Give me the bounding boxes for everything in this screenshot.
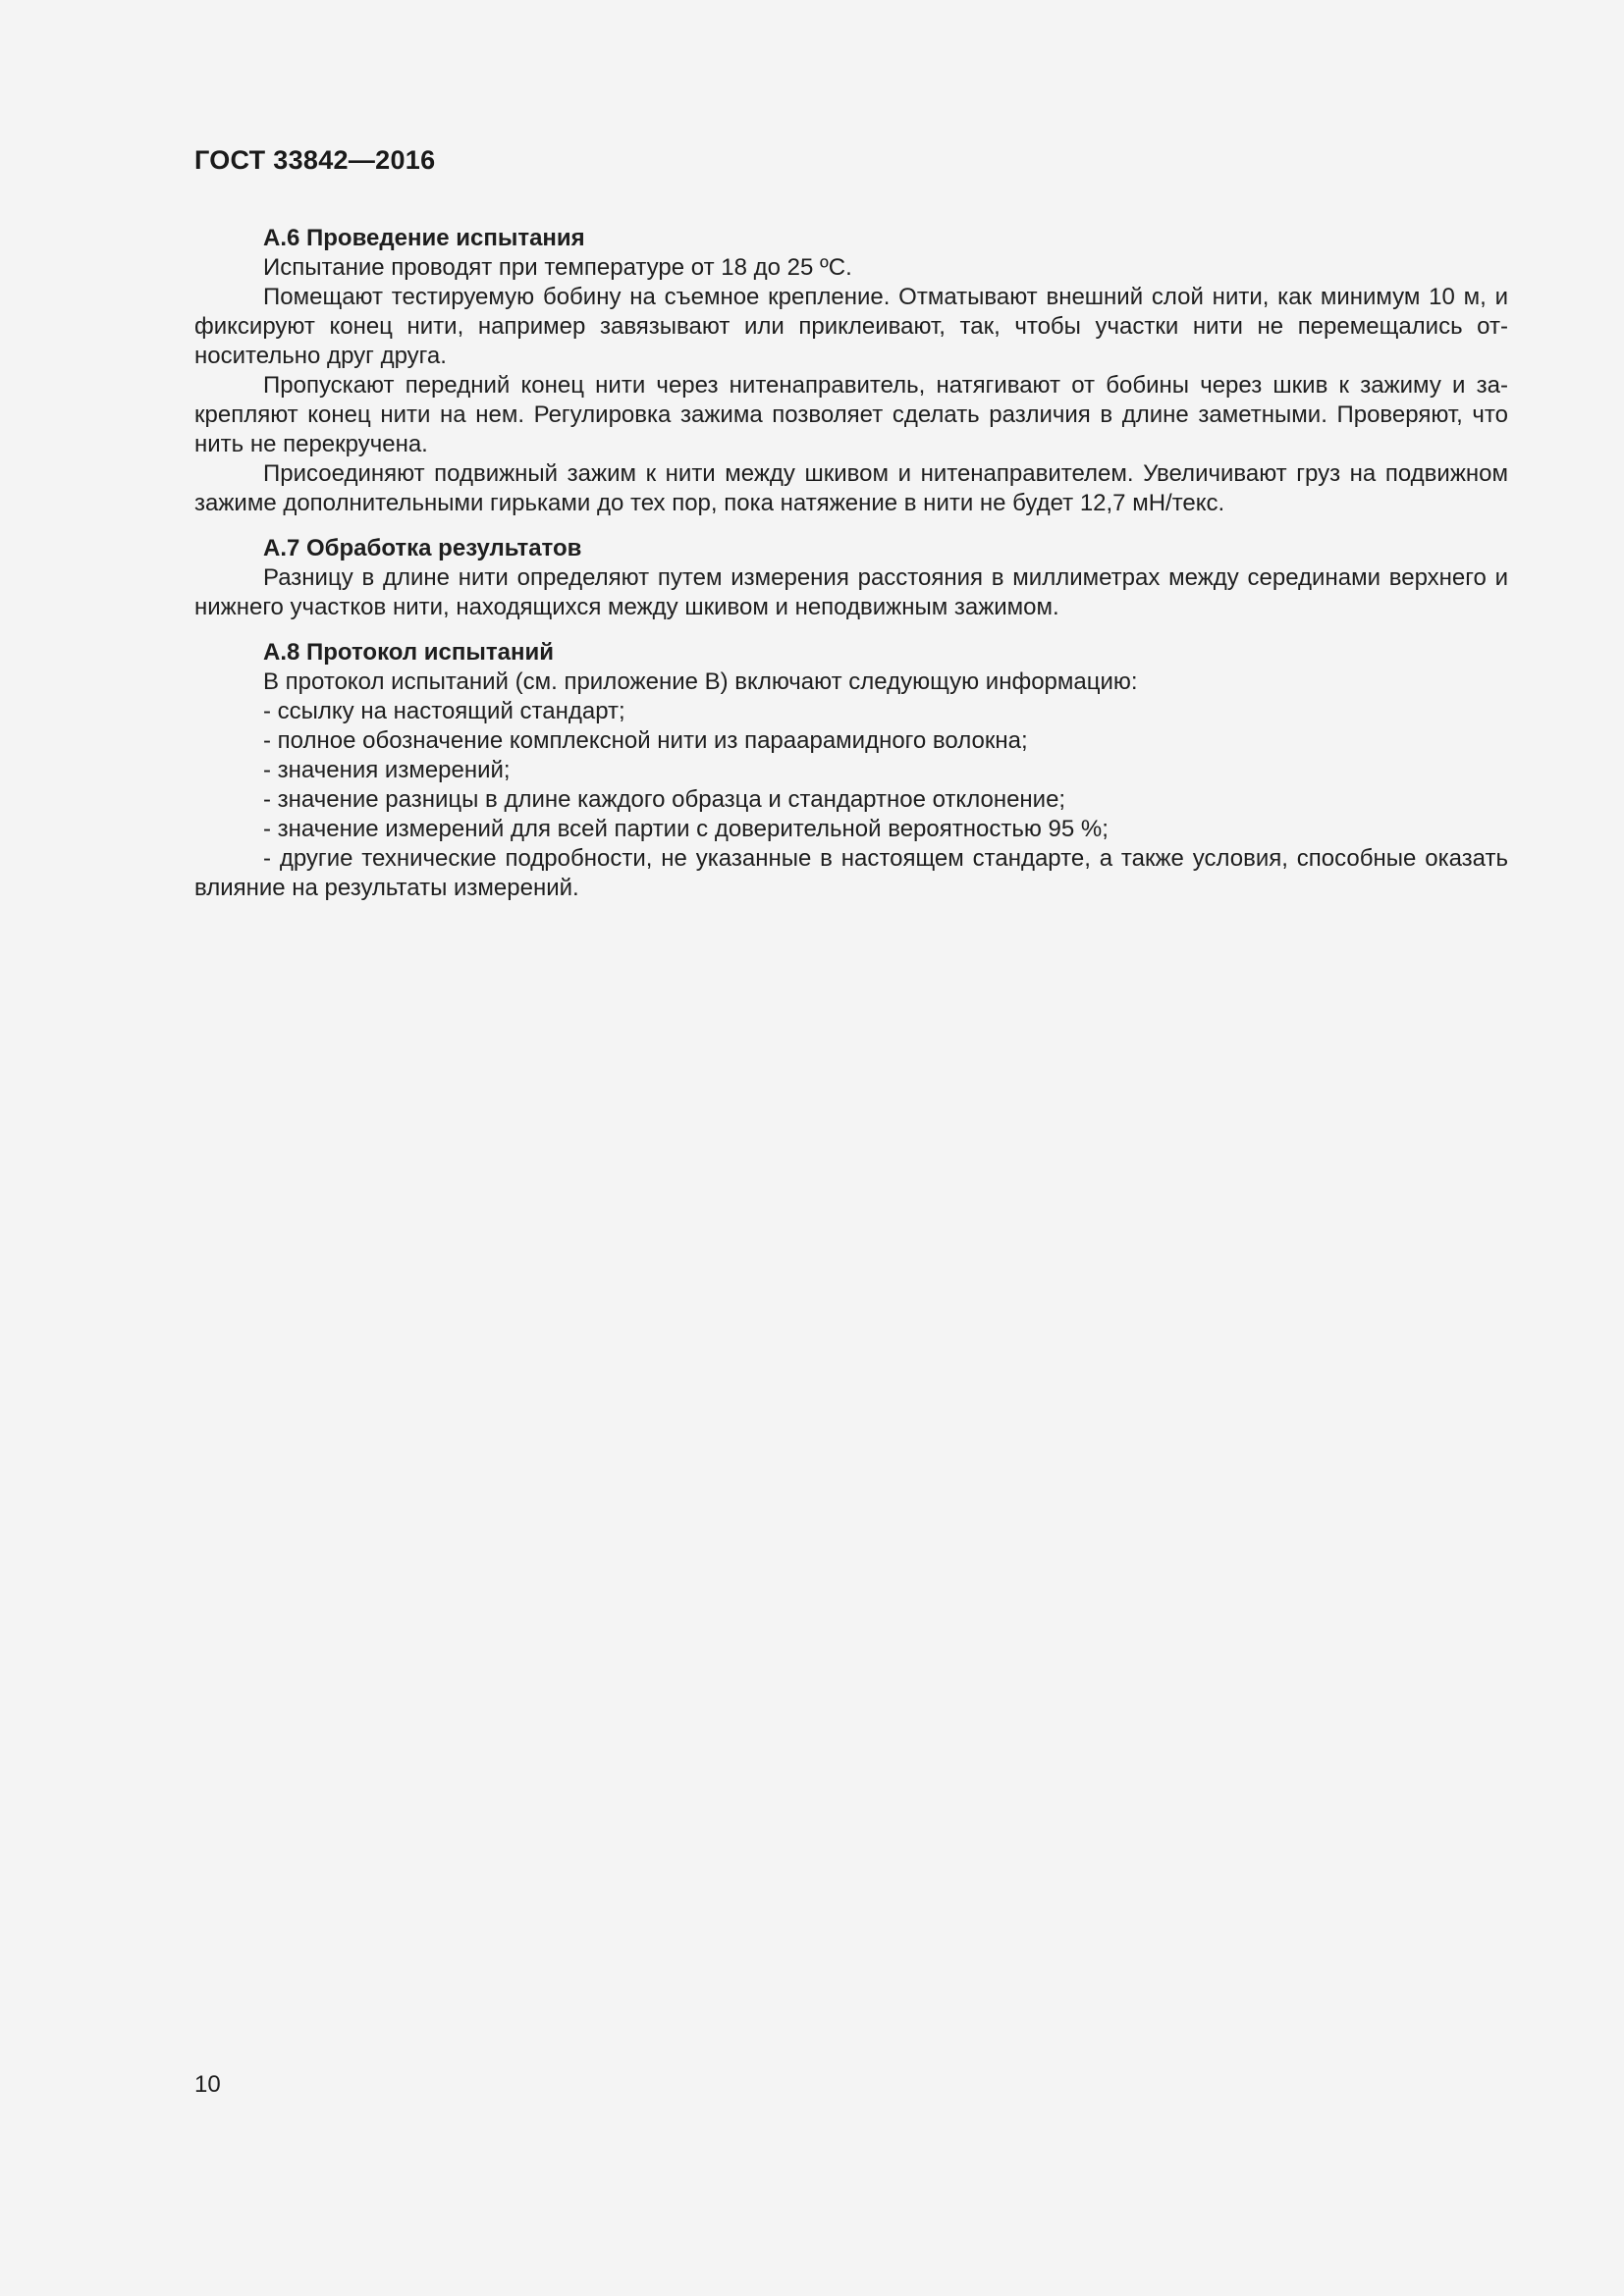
section-a7-title: А.7 Обработка результатов [263,535,582,561]
section-a6-paragraph-1: Испытание проводят при температуре от 18 до 25 ºС. [263,254,852,281]
list-item: - ссылку на настоящий стандарт; [263,698,625,724]
section-a8-title: А.8 Протокол испытаний [263,639,554,666]
list-item: - полное обозначение комплексной нити из параарамидного волокна; [263,727,1028,754]
section-a8-paragraph-1: В протокол испытаний (см. приложение В) включают следующую информацию: [263,668,1138,695]
page-number: 10 [194,2071,221,2098]
section-a7-paragraph-1: Разницу в длине нити определяют путем измерения расстояния в миллиметрах между серединами верхнего и нижнего участков нити, находящихся между шкивом и неподвижным зажимом. [194,564,1508,620]
document-body [194,224,1508,903]
section-a6-paragraph-4: Присоединяют подвижный зажим к нити между шкивом и нитенаправителем. Увеличивают груз на подвижном зажиме дополнительными гирьками до тех пор, пока натяжение в нити не будет 12,7 мН/текс. [194,460,1508,516]
list-item: - значение измерений для всей партии с доверительной вероятностью 95 %; [263,816,1109,842]
section-a6-paragraph-2: Помещают тестируемую бобину на съемное крепление. Отматывают внешний слой нити, как минимум 10 м, и фиксируют конец нити, например завязывают или приклеивают, так, чтобы участки нити не перемещались относительно друг друга. [194,284,1508,369]
section-a6-title: А.6 Проведение испытания [263,225,585,251]
section-a6-paragraph-3: Пропускают передний конец нити через нитенаправитель, натягивают от бобины через шкив к зажиму и закрепляют конец нити на нем. Регулировка зажима позволяет сделать различия в длине заметными. Проверяют, что нить не перекручена. [194,372,1508,457]
document-id-header: ГОСТ 33842—2016 [194,145,436,175]
list-item: - значение разницы в длине каждого образца и стандартное отклонение; [263,786,1066,813]
list-item: - другие технические подробности, не указанные в настоящем стандарте, а также условия, способные оказать влияние на результаты измерений. [194,845,1508,901]
list-item: - значения измерений; [263,757,511,783]
